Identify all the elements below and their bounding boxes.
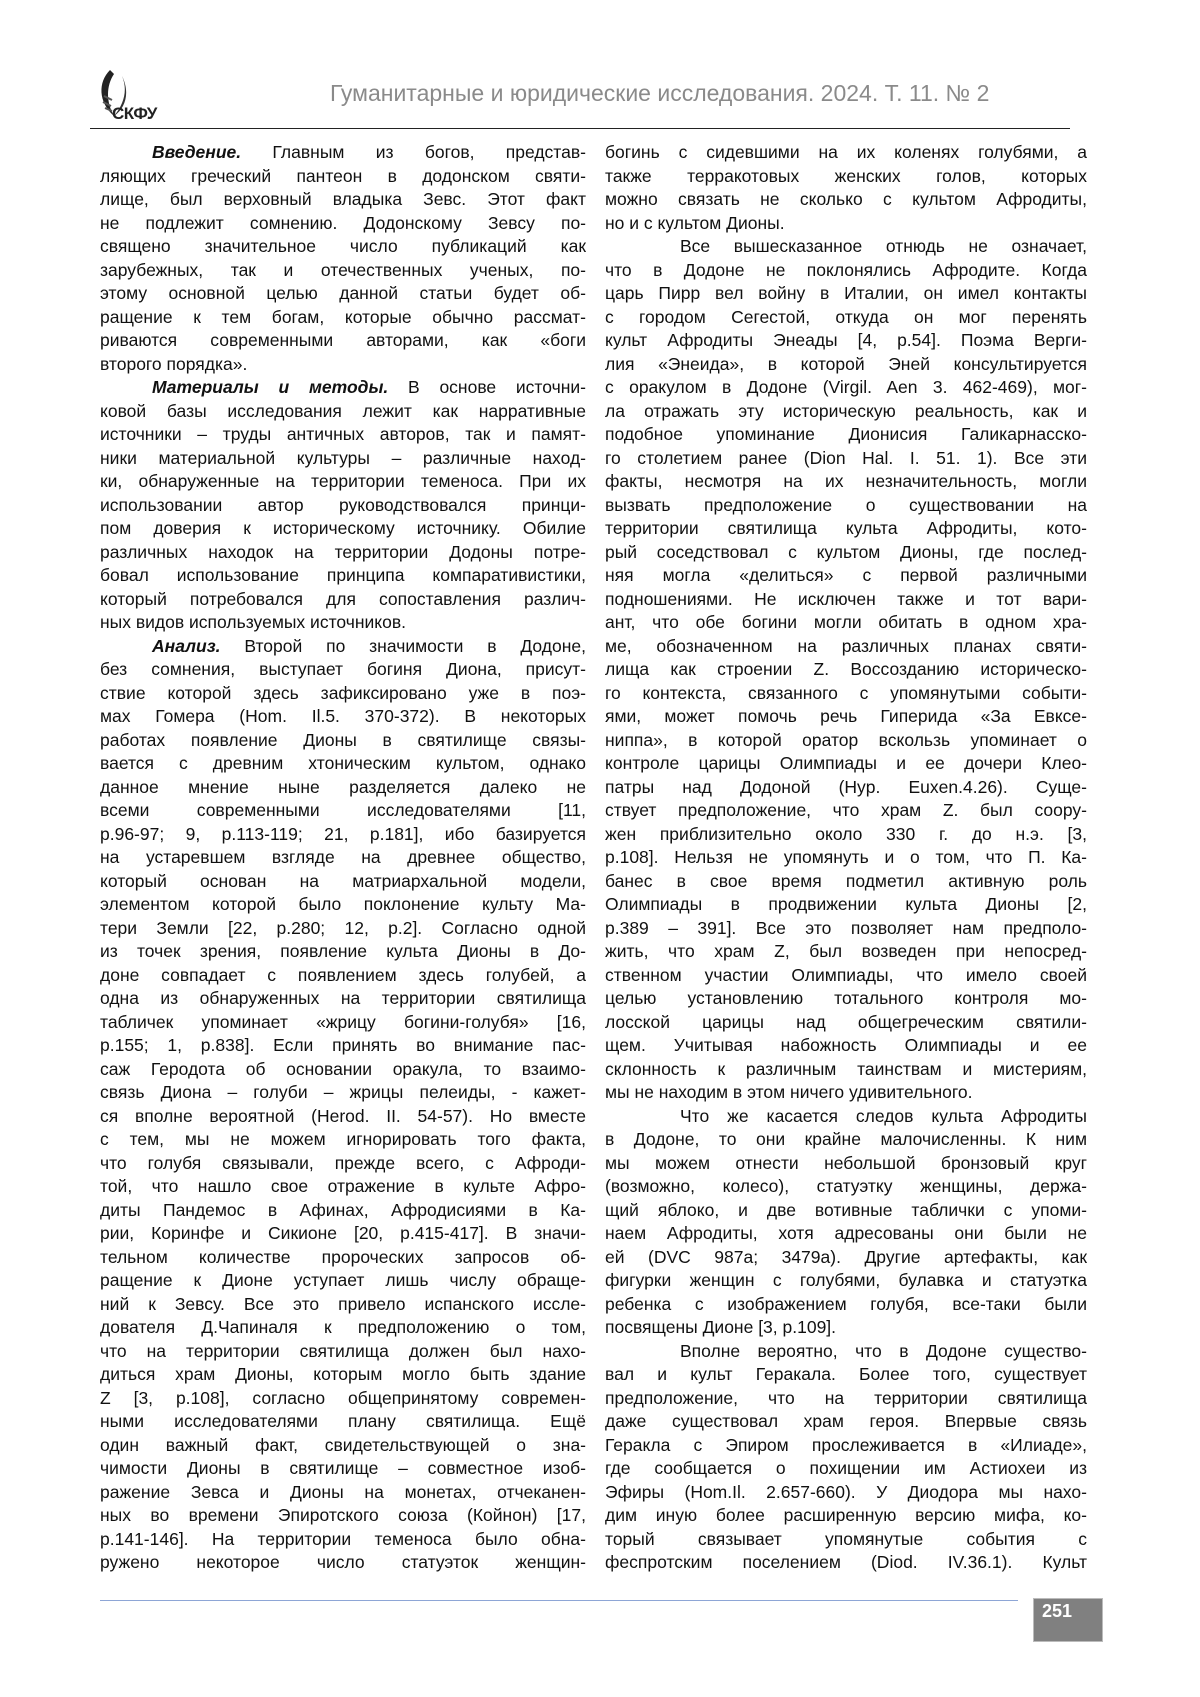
text-line [605,1387,1087,1411]
text-line [605,1293,1087,1317]
text-line [100,1293,586,1317]
text-line [605,940,1087,964]
text-line [100,1363,586,1387]
line-text: ных во времени Эпиротского союза (Койнон) [17, [100,1505,586,1525]
line-text: няя могла «делиться» с первой различными [605,565,1087,585]
line-text: в Додоне, то они крайне малочисленны. К ним [605,1129,1087,1149]
left-column [100,141,586,1575]
line-text: фигурки женщин с голубями, булавка и статуэтка [605,1270,1087,1290]
line-text: ружено некоторое число статуэток женщин- [100,1552,586,1572]
text-line [100,846,586,870]
paragraph [100,635,586,1575]
line-text: чимости Дионы в святилище – совместное изоб- [100,1458,586,1478]
text-line [605,776,1087,800]
text-line [605,1199,1087,1223]
line-text: территории святилища культа Афродиты, кото- [605,518,1087,538]
line-text: го контекста, связанного с упомянутыми событи- [605,683,1087,703]
line-text: с городом Сегестой, откуда он мог перенять [605,307,1087,327]
text-line [100,964,586,988]
text-line [605,353,1087,377]
line-text: щий яблоко, и две вотивные таблички с упоми- [605,1200,1087,1220]
text-line [100,235,586,259]
line-text: ляющих греческий пантеон в додонском святи- [100,166,586,186]
line-text: ме, обозначенном на различных планах святи- [605,636,1087,656]
line-text: банес в свое время подметил активную роль [605,871,1087,891]
line-text: ращение к Дионе уступает лишь числу обраще- [100,1270,586,1290]
text-line [100,1410,586,1434]
line-text: бовал использование принципа компаративистики, [100,565,586,585]
line-text: что голубя связывали, прежде всего, с Афроди- [100,1153,586,1173]
line-text: ребенка с изображением голубя, все-таки были [605,1294,1087,1314]
page-number-box [1033,1598,1103,1642]
line-text: (возможно, колесо), статуэтку женщины, держа- [605,1176,1087,1196]
section-heading: Материалы и методы. [152,377,388,397]
line-text: ствие которой здесь зафиксировано уже в поэ- [100,683,586,703]
text-line [605,306,1087,330]
line-text: вызвать предположение о существовании на [605,495,1087,515]
text-line [100,1128,586,1152]
text-line [100,682,586,706]
text-line [100,588,586,612]
line-text: ями, может помочь речь Гиперида «За Евксе- [605,706,1087,726]
text-line [100,353,586,377]
line-text: что в Додоне не поклонялись Афродите. Когда [605,260,1087,280]
line-text: данное мнение ныне разделяется далеко не [100,777,586,797]
text-line [100,893,586,917]
line-text: рый соседствовал с культом Дионы, где послед- [605,542,1087,562]
text-line [605,799,1087,823]
text-line [605,917,1087,941]
line-text: Что же касается следов культа Афродиты [680,1106,1087,1126]
text-line [605,893,1087,917]
text-line [100,1152,586,1176]
text-line [605,1551,1087,1575]
paragraph [100,376,586,635]
text-line [100,1457,586,1481]
text-line [605,729,1087,753]
line-text: на устаревшем взгляде на древнее общество, [100,847,586,867]
line-text: ражение Зевса и Дионы на монетах, отчеканен- [100,1482,586,1502]
section-heading: Введение. [152,142,241,162]
text-line [100,1316,586,1340]
line-text: лища как строении Z. Воссозданию историческо- [605,659,1087,679]
text-line [605,188,1087,212]
line-text: жен приблизительно около 330 г. до н.э. [3, [605,824,1087,844]
text-line [605,588,1087,612]
text-line [605,1457,1087,1481]
text-line [605,823,1087,847]
line-text: риваются современными авторами, как «боги [100,330,586,350]
line-text: ний к Зевсу. Все это привело испанского иссле- [100,1294,586,1314]
text-line [605,1434,1087,1458]
text-line [605,1246,1087,1270]
text-line [605,1481,1087,1505]
text-line [100,870,586,894]
line-text: ла отражать эту историческую реальность, как и [605,401,1087,421]
text-line [100,776,586,800]
text-line [100,282,586,306]
line-text: ниппа», в которой оратор вскользь упоминает о [605,730,1087,750]
section-heading: Анализ. [152,636,221,656]
text-line [100,611,586,635]
text-line [100,1434,586,1458]
line-text: p.108]. Нельзя не упомянуть и о том, что П. Ка- [605,847,1087,867]
line-text: тери Земли [22, p.280; 12, p.2]. Согласно одной [100,918,586,938]
line-text: также терракотовых женских голов, которых [605,166,1087,186]
line-text: дователя Д.Чапиналя к предположению о том, [100,1317,586,1337]
text-line [100,541,586,565]
line-text: не подлежит сомнению. Додонскому Зевсу по- [100,213,586,233]
line-text: из точек зрения, появление культа Дионы в До- [100,941,586,961]
text-line [605,846,1087,870]
line-text: Z [3, p.108], согласно общепринятому современ- [100,1388,586,1408]
line-text: ными исследователями плану святилища. Ещё [100,1411,586,1431]
text-line [605,447,1087,471]
text-line [605,1222,1087,1246]
line-text: Олимпиады в продвижении культа Дионы [2, [605,894,1087,914]
text-line [100,658,586,682]
text-line [605,705,1087,729]
line-text: Вполне вероятно, что в Додоне существо- [680,1341,1087,1361]
text-line [605,1034,1087,1058]
text-line [605,611,1087,635]
line-text: один важный факт, свидетельствующей о зна- [100,1435,586,1455]
text-line [100,212,586,236]
footer-divider [100,1600,1018,1601]
paragraph [605,1340,1087,1575]
line-text: феспротским поселением (Diod. IV.36.1). Культ [605,1552,1087,1572]
line-text: p.141-146]. На территории теменоса было обна- [100,1529,586,1549]
paragraph [605,141,1087,235]
text-line [605,423,1087,447]
text-line [100,188,586,212]
line-text: предположение, что на территории святилища [605,1388,1087,1408]
line-text: что на территории святилища должен был нахо- [100,1341,586,1361]
text-line [605,1175,1087,1199]
text-line [605,1410,1087,1434]
line-text: лия «Энеида», в которой Эней консультируется [605,354,1087,374]
line-text: В основе источни- [388,377,586,397]
line-text: мы не находим в этом ничего удивительного. [605,1082,972,1102]
line-text: контроле царицы Олимпиады и ее дочери Клео- [605,753,1087,773]
line-text: ся вполне вероятной (Herod. II. 54-57). Но вместе [100,1106,586,1126]
line-text: мы можем отнести небольшой бронзовый круг [605,1153,1087,1173]
text-line [100,1340,586,1364]
line-text: одна из обнаруженных на территории святилища [100,988,586,1008]
text-line [605,564,1087,588]
line-text: целью установлению тотального контроля мо- [605,988,1087,1008]
text-line [100,1551,586,1575]
text-line [100,306,586,330]
text-line [605,470,1087,494]
line-text: даже существовал храм героя. Впервые связь [605,1411,1087,1431]
text-line [605,635,1087,659]
text-line [605,987,1087,1011]
page-number: 251 [1042,1601,1072,1622]
text-line [100,517,586,541]
line-text: щем. Учитывая набожность Олимпиады и ее [605,1035,1087,1055]
text-line [100,940,586,964]
text-line [605,1504,1087,1528]
text-line [605,1528,1087,1552]
text-line [605,1105,1087,1129]
text-line [605,1316,1087,1340]
text-line [100,635,586,659]
text-line [100,423,586,447]
text-line [605,682,1087,706]
line-text: подношениями. Не исключен также и тот вари- [605,589,1087,609]
line-text: p.389 – 391]. Все это позволяет нам предполо- [605,918,1087,938]
text-line [100,1269,586,1293]
text-line [100,987,586,1011]
line-text: ковой базы исследования лежит как нарративные [100,401,586,421]
text-line [605,1269,1087,1293]
line-text: без сомнения, выступает богиня Диона, присут- [100,659,586,679]
text-line [605,282,1087,306]
text-line [605,517,1087,541]
text-line [100,799,586,823]
text-line [605,1081,1087,1105]
text-line [100,329,586,353]
text-line [100,705,586,729]
paragraph [605,1105,1087,1340]
text-line [605,400,1087,424]
line-text: диты Пандемос в Афинах, Афродисиями в Ка- [100,1200,586,1220]
text-line [100,376,586,400]
line-text: лище, был верховный владыка Зевс. Этот факт [100,189,586,209]
line-text: мах Гомера (Hom. Il.5. 370-372). В некоторых [100,706,586,726]
text-line [100,1222,586,1246]
text-line [100,400,586,424]
line-text: с тем, мы не можем игнорировать того факта, [100,1129,586,1149]
text-line [100,447,586,471]
text-line [100,494,586,518]
text-line [605,235,1087,259]
line-text: наем Афродиты, хотя адресованы они были не [605,1223,1087,1243]
text-line [100,1081,586,1105]
logo-text: СКФУ [112,104,157,124]
line-text: подобное упоминание Дионисия Галикарнасско- [605,424,1087,444]
line-text: той, что нашло свое отражение в культе Афро- [100,1176,586,1196]
text-line [605,1340,1087,1364]
text-line [100,729,586,753]
line-text: ственном участии Олимпиады, что имело своей [605,965,1087,985]
text-line [605,1058,1087,1082]
line-text: различных находок на территории Додоны потре- [100,542,586,562]
line-text: источники – труды античных авторов, так и памят- [100,424,586,444]
line-text: факты, несмотря на их незначительность, могли [605,471,1087,491]
text-line [605,376,1087,400]
text-line [100,1246,586,1270]
line-text: Главным из богов, представ- [241,142,586,162]
line-text: с оракулом в Додоне (Virgil. Aen 3. 462-469), мог- [605,377,1087,397]
line-text: использовании автор руководствовался принци- [100,495,586,515]
text-line [100,1481,586,1505]
line-text: можно связать не сколько с культом Афродиты, [605,189,1087,209]
line-text: p.155; 1, p.838]. Если принять во внимание пас- [100,1035,586,1055]
text-line [605,1011,1087,1035]
text-line [605,1152,1087,1176]
line-text: торый связывает упомянутые события с [605,1529,1087,1549]
text-line [605,752,1087,776]
line-text: Эфиры (Hom.Il. 2.657-660). У Диодора мы нахо- [605,1482,1087,1502]
line-text: ращение к тем богам, которые обычно рассмат- [100,307,586,327]
line-text: Все вышесказанное отнюдь не означает, [680,236,1087,256]
line-text: жить, что храм Z, был возведен при непосред- [605,941,1087,961]
text-line [605,541,1087,565]
text-line [100,1011,586,1035]
text-line [100,165,586,189]
line-text: зарубежных, так и отечественных ученых, по- [100,260,586,280]
line-text: патры над Додоной (Hyp. Euxen.4.26). Суще- [605,777,1087,797]
text-line [605,141,1087,165]
line-text: ники материальной культуры – различные наход- [100,448,586,468]
line-text: но и с культом Дионы. [605,213,785,233]
line-text: дим иную более расширенную версию мифа, ко- [605,1505,1087,1525]
line-text: диться храм Дионы, которым могло быть здание [100,1364,586,1384]
line-text: ей (DVC 987a; 3479a). Другие артефакты, как [605,1247,1087,1267]
line-text: рии, Коринфе и Сикионе [20, p.415-417]. В значи- [100,1223,586,1243]
line-text: всеми современными исследователями [11, [100,800,586,820]
line-text: ки, обнаруженные на территории теменоса. При их [100,471,586,491]
line-text: этому основной целью данной статьи будет об- [100,283,586,303]
line-text: ствует предположение, что храм Z. был соору- [605,800,1087,820]
line-text: элементом которой было поклонение культу Ма- [100,894,586,914]
line-text: который основан на матриархальной модели, [100,871,586,891]
line-text: вается с древним хтоническим культом, однако [100,753,586,773]
text-line [100,1034,586,1058]
line-text: посвящены Дионе [3, p.109]. [605,1317,836,1337]
line-text: Геракла с Эпиром прослеживается в «Илиаде», [605,1435,1087,1455]
text-line [605,329,1087,353]
line-text: ных видов используемых источников. [100,612,406,632]
text-line [100,1175,586,1199]
text-line [605,494,1087,518]
text-line [100,1105,586,1129]
text-line [100,752,586,776]
text-line [100,1199,586,1223]
text-line [605,1363,1087,1387]
line-text: саж Геродота об основании оракула, то взаимо- [100,1059,586,1079]
line-text: который потребовался для сопоставления различ- [100,589,586,609]
line-text: Второй по значимости в Додоне, [221,636,586,656]
line-text: пом доверия к историческому источнику. Обилие [100,518,586,538]
line-text: тельном количестве пророческих запросов об- [100,1247,586,1267]
text-line [100,470,586,494]
text-line [605,1128,1087,1152]
line-text: лосской царицы над общегреческим святили- [605,1012,1087,1032]
line-text: доне совпадает с появлением здесь голубей, а [100,965,586,985]
line-text: ант, что обе богини могли обитать в одном хра- [605,612,1087,632]
line-text: богинь с сидевшими на их коленях голубями, а [605,142,1087,162]
header-divider [90,128,1070,129]
line-text: второго порядка». [100,354,247,374]
line-text: вал и культ Геракала. Более того, существует [605,1364,1087,1384]
paragraph [605,235,1087,1105]
line-text: склонность к различным таинствам и мистериям, [605,1059,1087,1079]
text-line [100,141,586,165]
text-line [100,259,586,283]
text-line [100,1387,586,1411]
line-text: работах появление Дионы в святилище связы- [100,730,586,750]
line-text: культ Афродиты Энеады [4, p.54]. Поэма Верги- [605,330,1087,350]
line-text: го столетием ранее (Dion Hal. I. 51. 1). Все эти [605,448,1087,468]
text-line [100,823,586,847]
right-column [605,141,1087,1575]
text-line [605,870,1087,894]
line-text: царь Пирр вел войну в Италии, он имел контакты [605,283,1087,303]
text-line [100,1058,586,1082]
text-line [605,658,1087,682]
line-text: священо значительное число публикаций как [100,236,586,256]
line-text: связь Диона – голуби – жрицы пелеиды, - кажет- [100,1082,586,1102]
line-text: p.96-97; 9, p.113-119; 21, p.181], ибо базируется [100,824,586,844]
text-line [605,964,1087,988]
text-line [100,1528,586,1552]
line-text: где сообщается о похищении им Астиохеи из [605,1458,1087,1478]
text-line [100,1504,586,1528]
text-line [605,165,1087,189]
journal-title: Гуманитарные и юридические исследования. 2024. Т. 11. № 2 [330,80,989,107]
paragraph [100,141,586,376]
text-line [100,917,586,941]
line-text: табличек упоминает «жрицу богини-голубя» [16, [100,1012,586,1032]
text-line [605,212,1087,236]
text-line [100,564,586,588]
text-line [605,259,1087,283]
